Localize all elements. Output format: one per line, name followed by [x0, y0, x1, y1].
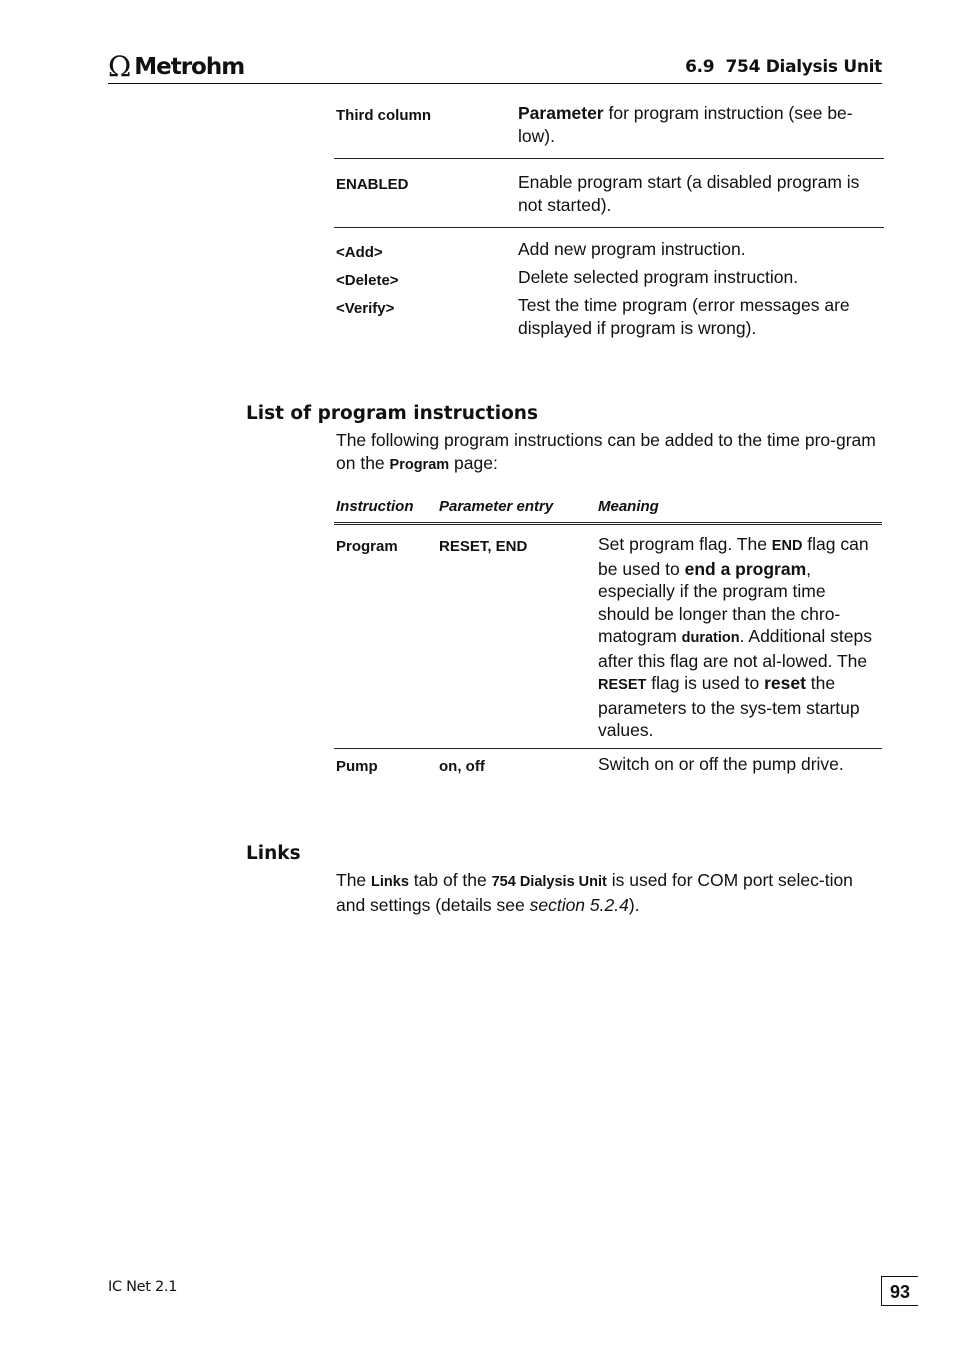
footer-product: IC Net 2.1 [108, 1279, 178, 1295]
definition-row [334, 100, 884, 159]
definition-term: <Add> [336, 244, 383, 261]
text: The following program instructions can be added to the time pro-gram on the [336, 430, 876, 473]
inline-term: RESET [598, 677, 647, 693]
metrohm-logo [108, 52, 244, 82]
definition-term: ENABLED [336, 176, 409, 193]
column-header: Parameter entry [439, 498, 554, 515]
text: flag is used to [646, 673, 765, 693]
definition-desc: Enable program start (a disabled program is not started). [518, 172, 860, 215]
definition-row [334, 294, 884, 340]
text: The [336, 870, 372, 890]
emphasis: reset [764, 673, 806, 693]
text: , especially if the program time should be longer than the chro-matogram [598, 558, 841, 646]
definition-row [334, 169, 884, 228]
brand-name: Metrohm [134, 54, 245, 80]
inline-term: 754 Dialysis Unit [491, 874, 607, 890]
page-number: 93 [881, 1276, 918, 1306]
definition-desc [518, 102, 884, 148]
text: page: [449, 453, 498, 473]
intro-paragraph [336, 429, 882, 477]
parameter-cell: on, off [439, 757, 485, 775]
meaning-cell: Switch on or off the pump drive. [598, 753, 844, 774]
links-paragraph [336, 869, 882, 917]
definition-desc: Add new program instruction. [518, 239, 746, 259]
text: the parameters to the sys-tem startup values. [598, 673, 860, 740]
inline-term: END [771, 538, 803, 554]
section-heading-links: Links [246, 843, 301, 864]
definition-term: Third column [336, 107, 431, 124]
definition-desc: Test the time program (error messages are displayed if program is wrong). [518, 295, 850, 338]
section-title: 6.9 754 Dialysis Unit [685, 57, 882, 77]
desc-bold: Parameter [518, 103, 604, 123]
desc-text: for program instruction (see be-low). [518, 103, 853, 146]
header-rule [108, 83, 882, 84]
table-row [334, 749, 882, 782]
definition-row [334, 238, 884, 266]
instruction-cell: Pump [336, 757, 378, 775]
inline-term: duration [681, 630, 740, 646]
section-heading-list: List of program instructions [246, 403, 538, 424]
omega-logo-icon: Ω [108, 50, 132, 83]
inline-term: Links [371, 874, 409, 890]
column-header: Meaning [598, 498, 659, 515]
text: ). [628, 895, 640, 915]
instruction-table [334, 498, 882, 781]
column-header: Instruction [336, 498, 414, 515]
definition-term: <Delete> [336, 272, 399, 289]
table-row [334, 525, 882, 749]
section-reference: section 5.2.4 [529, 895, 629, 915]
table-header [334, 498, 882, 525]
text: Set program flag. The [598, 534, 772, 554]
text: . Additional steps after this flag are not al-lowed. The [598, 626, 872, 671]
text: flag can be used to [598, 534, 869, 579]
text: is used for COM port selec-tion and settings (details see [336, 870, 853, 915]
definition-term: <Verify> [336, 300, 395, 317]
instruction-cell: Program [336, 538, 398, 555]
inline-term: Program [389, 457, 450, 473]
meaning-cell [598, 533, 882, 742]
definition-group [334, 238, 884, 340]
emphasis: end a program [684, 558, 807, 579]
text: tab of the [408, 870, 492, 890]
parameter-cell: RESET, END [439, 538, 528, 555]
definition-table [334, 100, 884, 340]
definition-desc: Delete selected program instruction. [518, 267, 799, 287]
definition-row [334, 266, 884, 294]
